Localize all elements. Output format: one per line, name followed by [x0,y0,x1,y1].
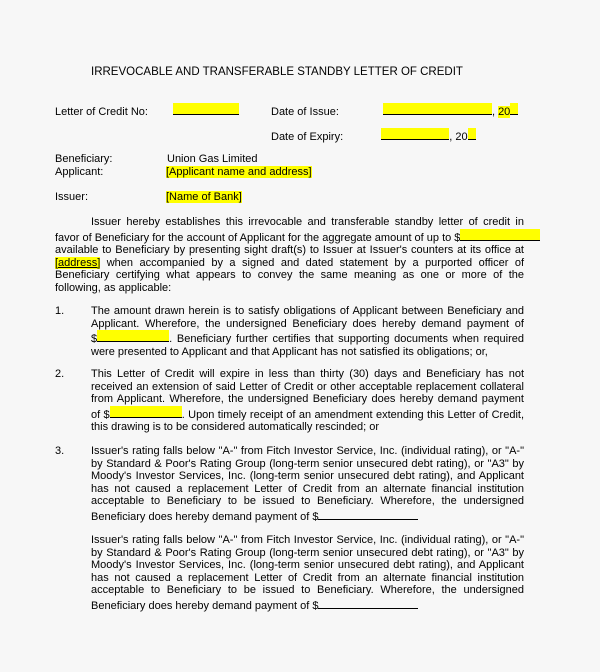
beneficiary-label: Beneficiary: [55,153,113,165]
item-2-amount-blank[interactable] [110,406,182,418]
item-line: Moody's Investor Services, Inc. (long-term senior unsecured debt rating), and Applicant [91,470,524,483]
loc-number-field [55,103,239,119]
item-line: has not caused a replacement Letter of Credit from an alternate financial institution [91,482,524,495]
applicant-value[interactable] [166,166,312,179]
item-line: Issuer's rating falls below "A-" from Fitch Investor Service, Inc. (individual rating), or "A-" [91,445,524,457]
item-number: 1. [55,305,65,317]
item-line: received an extension of said Letter of Credit or other acceptable replacement collateral [91,380,524,393]
item-2-paragraph [91,368,524,434]
date-of-issue-label: Date of Issue: [271,106,339,118]
item-2-tail: . Upon timely receipt of an amendment extending this Letter of Credit, [181,408,525,421]
applicant-label: Applicant: [55,166,104,178]
intro-line [55,257,524,270]
item-2-dollar: of $ [91,408,110,421]
item-1-paragraph [91,305,524,358]
item-line [91,406,524,422]
extra-line: has not caused a replacement Letter of Credit from an alternate financial institution [91,571,524,584]
intro-address[interactable]: [address] [55,256,101,269]
item-line: Applicant. Wherefore, the undersigned Beneficiary does hereby demand payment of [91,317,524,330]
extra-line: Issuer's rating falls below "A-" from Fitch Investor Service, Inc. (individual rating), or "A-" [91,534,524,546]
item-line: this drawing is to be considered automatically rescinded; or [91,421,379,434]
intro-address-tail: when accompanied by a signed and dated statement by a purported officer of [106,256,524,269]
date-of-expiry-blank[interactable] [381,128,449,140]
item-line [91,508,524,524]
date-of-issue-separator: , [491,106,499,118]
date-of-expiry-separator: , [449,131,456,143]
item-line: acceptable to Beneficiary to be issued to Beneficiary. Wherefore, the undersigned [91,495,524,508]
beneficiary-value: Union Gas Limited [167,153,258,165]
issuer-value[interactable] [166,191,242,204]
date-of-issue-year: 20 [498,106,511,118]
document-title: IRREVOCABLE AND TRANSFERABLE STANDBY LETTER OF CREDIT [91,66,463,78]
issuer-value-text: [Name of Bank] [166,191,242,203]
item-1-tail: . Beneficiary further certifies that supporting documents when required [169,333,524,346]
date-of-expiry-field [271,128,476,144]
intro-line [55,229,524,245]
item-1-amount-blank[interactable] [97,330,169,342]
intro-line: Beneficiary certifying what appears to convey the same meaning as one or more of the [55,269,524,282]
date-of-expiry-year-blank[interactable] [468,128,476,140]
item-line: from Applicant. Wherefore, the undersigned Beneficiary does hereby demand payment [91,393,524,406]
item-3-amount-blank[interactable] [318,508,418,520]
item-line [91,330,524,346]
extra-line: acceptable to Beneficiary to be issued to Beneficiary. Wherefore, the undersigned [91,584,524,597]
issuer-label: Issuer: [55,191,89,203]
date-of-issue-field [271,103,518,119]
extra-amount-blank[interactable] [318,597,418,609]
extra-line: by Standard & Poor's Rating Group (long-term senior unsecured debt rating), or "A3" by [91,546,524,559]
date-of-issue-year-blank[interactable] [510,103,518,115]
intro-amount-text: favor of Beneficiary for the account of Applicant for the aggregate amount of up to $ [55,231,461,244]
intro-line: Issuer hereby establishes this irrevocable and transferable standby letter of credit in [91,216,524,228]
item-1-dollar: $ [91,333,98,346]
item-line: This Letter of Credit will expire in less than thirty (30) days and Beneficiary has not [91,368,524,380]
extra-demand-text: Beneficiary does hereby demand payment of $ [91,599,319,612]
item-3-demand-text: Beneficiary does hereby demand payment of $ [91,510,319,523]
extra-line: Moody's Investor Services, Inc. (long-term senior unsecured debt rating), and Applicant [91,559,524,572]
extra-line [91,597,524,613]
extra-paragraph [91,534,524,613]
date-of-issue-blank[interactable] [383,103,492,115]
item-line: were presented to Applicant and that Applicant has not satisfied its obligations; or, [91,345,488,358]
applicant-value-text: [Applicant name and address] [166,166,312,178]
date-of-expiry-label: Date of Expiry: [271,131,344,143]
item-number: 3. [55,445,65,457]
date-of-expiry-year: 20 [455,131,468,143]
intro-paragraph [55,216,524,295]
loc-number-blank[interactable] [173,103,239,115]
item-number: 2. [55,368,65,380]
intro-amount-blank[interactable] [460,229,540,241]
item-3-paragraph [91,445,524,524]
item-line: The amount drawn herein is to satisfy obligations of Applicant between Beneficiary and [91,305,524,317]
intro-line: following, as applicable: [55,281,172,294]
item-line: by Standard & Poor's Rating Group (long-term senior unsecured debt rating), or "A3" by [91,457,524,470]
intro-line: available to Beneficiary by presenting sight draft(s) to Issuer at Issuer's counters at its office at [55,244,524,257]
loc-number-label: Letter of Credit No: [55,106,148,118]
